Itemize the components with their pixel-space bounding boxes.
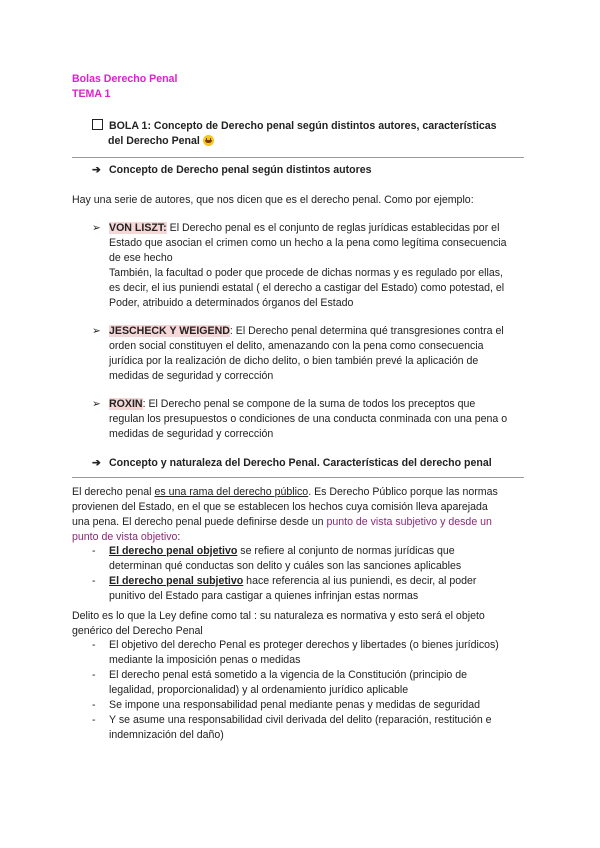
author-text: es decir, el ius puniendi estatal ( el derecho a castigar del Estado) como potestad, el: [109, 282, 505, 294]
divider: [72, 477, 524, 478]
para1-line4: [72, 530, 180, 545]
divider: [72, 157, 524, 158]
char-text: El objetivo del derecho Penal es proteger derechos y libertades (o bienes jurídicos): [109, 639, 499, 651]
author-text: medidas de seguridad y corrección: [109, 370, 274, 382]
def-subjetivo: [109, 574, 476, 589]
colored-text: punto de vista subjetivo y desde un: [326, 516, 492, 528]
doc-title: Bolas Derecho Penal: [72, 73, 178, 85]
dash-marker: -: [92, 699, 96, 711]
doc-subtitle: TEMA 1: [72, 88, 111, 100]
author-text: : El Derecho penal determina qué transgresiones contra el: [229, 325, 504, 337]
author-text: Estado que asocian el crimen como un hecho a la pena como legítima consecuencia: [109, 237, 507, 249]
section2-title: Concepto y naturaleza del Derecho Penal. Características del derecho penal: [109, 457, 492, 469]
def-text: se refiere al conjunto de normas jurídicas que: [237, 545, 455, 557]
author-jescheck: [109, 324, 504, 339]
char-text: Se impone una responsabilidad penal mediante penas y medidas de seguridad: [109, 699, 481, 711]
bola-line2: del Derecho Penal: [108, 135, 200, 147]
dash-marker: -: [92, 639, 96, 651]
bullet-marker-icon: ➢: [92, 398, 101, 410]
bola-heading: [92, 119, 497, 134]
def-text: determinan qué conductas son delito y cuáles son las sanciones aplicables: [109, 560, 462, 572]
char-text: indemnización del daño): [109, 729, 224, 741]
arrow-icon: ➔: [92, 457, 101, 469]
bullet-marker-icon: ➢: [92, 325, 101, 337]
author-text: : El Derecho penal se compone de la suma de todos los preceptos que: [142, 398, 476, 410]
author-text: También, la facultad o poder que procede de dichas normas y es regulado por ellas,: [109, 267, 503, 279]
def-text: punitivo del Estado para castigar a quienes infrinjan estas normas: [109, 590, 419, 602]
smiley-emoji-icon: [203, 135, 214, 146]
arrow-icon: ➔: [92, 164, 101, 176]
char-text: legalidad, proporcionalidad) y al ordenamiento jurídico aplicable: [109, 684, 409, 696]
para-text: El derecho penal: [72, 486, 155, 498]
author-name: VON LISZT:: [109, 222, 167, 234]
section1-title: Concepto de Derecho penal según distintos autores: [109, 164, 372, 176]
author-name: ROXIN: [109, 398, 143, 410]
para2-line1: Delito es lo que la Ley define como tal : su naturaleza es normativa y esto será el objeto: [72, 610, 485, 622]
def-term: El derecho penal subjetivo: [109, 575, 244, 587]
author-name: JESCHECK Y WEIGEND: [109, 325, 230, 337]
para2-line2: genérico del Derecho Penal: [72, 625, 203, 637]
dash-marker: -: [92, 714, 96, 726]
colored-text: punto de vista objetivo: [72, 531, 178, 543]
char-text: Y se asume una responsabilidad civil derivada del delito (reparación, restitución e: [109, 714, 492, 726]
author-text: orden social constituyen el delito, amenazando con la pena como consecuencia: [109, 340, 484, 352]
checkbox-icon[interactable]: [92, 119, 103, 130]
para1-line3: [72, 515, 492, 530]
def-text: hace referencia al ius puniendi, es decir, al poder: [243, 575, 477, 587]
underlined-text: es una rama del derecho público: [154, 486, 309, 498]
author-text: medidas de seguridad y corrección: [109, 428, 274, 440]
bola-heading-line2: [108, 134, 214, 149]
dash-marker: -: [92, 669, 96, 681]
para-text: una pena. El derecho penal puede definirse desde un: [72, 516, 327, 528]
bola-line1: BOLA 1: Concepto de Derecho penal según distintos autores, características: [109, 120, 497, 132]
def-term: El derecho penal objetivo: [109, 545, 238, 557]
author-roxin: [109, 397, 475, 412]
author-text: de ese hecho: [109, 252, 173, 264]
bullet-marker-icon: ➢: [92, 222, 101, 234]
author-vonliszt: [109, 221, 499, 236]
def-objetivo: [109, 544, 455, 559]
para1-line2: provienen del Estado, en el que se establecen los hechos cuya comisión lleva aparejada: [72, 501, 488, 513]
author-text: jurídica por la realización de dicho delito, o bien también prevé la aplicación de: [109, 355, 479, 367]
para1-line1: [72, 485, 498, 500]
para-text: :: [177, 531, 181, 543]
dash-marker: -: [92, 545, 96, 557]
char-text: mediante la imposición penas o medidas: [109, 654, 301, 666]
author-text: Poder, atribuido a determinados órganos del Estado: [109, 297, 354, 309]
intro-text: Hay una serie de autores, que nos dicen que es el derecho penal. Como por ejemplo:: [72, 194, 474, 206]
author-text: regulan los presupuestos o condiciones de una conducta conminada con una pena o: [109, 413, 508, 425]
char-text: El derecho penal está sometido a la vigencia de la Constitución (principio de: [109, 669, 468, 681]
dash-marker: -: [92, 575, 96, 587]
author-text: El Derecho penal es el conjunto de reglas jurídicas establecidas por el: [169, 222, 500, 234]
para-text: . Es Derecho Público porque las normas: [308, 486, 498, 498]
